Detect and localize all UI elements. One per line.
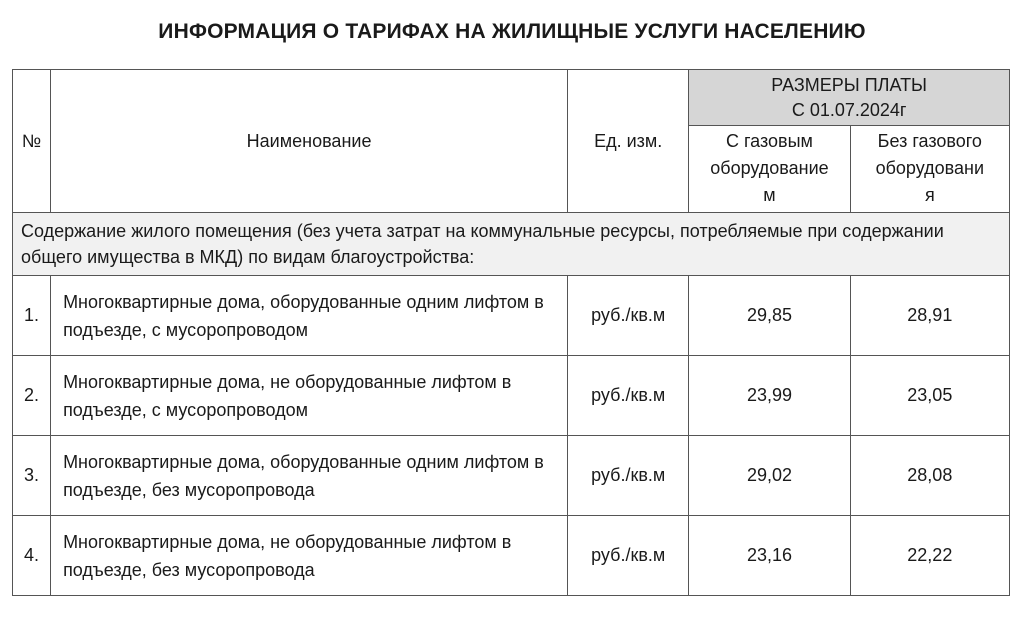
row-num: 4. — [13, 516, 51, 596]
row-without-gas: 28,08 — [850, 436, 1009, 516]
table-row — [13, 276, 1010, 356]
row-without-gas: 22,22 — [850, 516, 1009, 596]
table-row — [13, 356, 1010, 436]
header-unit: Ед. изм. — [568, 70, 689, 213]
row-with-gas: 29,85 — [689, 276, 850, 356]
header-fee-line2: С 01.07.2024г — [791, 99, 907, 120]
row-with-gas: 29,02 — [689, 436, 850, 516]
header-with-gas-text: С газовым оборудование — [710, 131, 829, 178]
row-unit: руб./кв.м — [568, 436, 689, 516]
row-without-gas: 28,91 — [850, 276, 1009, 356]
row-unit: руб./кв.м — [568, 516, 689, 596]
header-without-gas-text: Без газового оборудовани — [875, 131, 985, 178]
header-name: Наименование — [51, 70, 568, 213]
table-row — [13, 436, 1010, 516]
row-name: Многоквартирные дома, оборудованные одним лифтом в подъезде, с мусоропроводом — [51, 276, 568, 356]
header-with-gas — [689, 126, 850, 213]
header-with-gas-tail: м — [763, 185, 776, 205]
header-fee-line1: РАЗМЕРЫ ПЛАТЫ — [771, 74, 927, 95]
header-without-gas — [850, 126, 1009, 213]
tariffs-table — [12, 69, 1010, 596]
table-row — [13, 516, 1010, 596]
header-fee-sizes — [689, 70, 1010, 126]
header-without-gas-tail: я — [924, 185, 935, 205]
row-with-gas: 23,16 — [689, 516, 850, 596]
row-name: Многоквартирные дома, не оборудованные лифтом в подъезде, без мусоропровода — [51, 516, 568, 596]
row-name: Многоквартирные дома, оборудованные одним лифтом в подъезде, без мусоропровода — [51, 436, 568, 516]
row-num: 1. — [13, 276, 51, 356]
row-num: 3. — [13, 436, 51, 516]
section-title: Содержание жилого помещения (без учета затрат на коммунальные ресурсы, потребляемые при содержании общего имущества в МКД) по видам благоустройства: — [13, 213, 1010, 276]
row-name: Многоквартирные дома, не оборудованные лифтом в подъезде, с мусоропроводом — [51, 356, 568, 436]
row-unit: руб./кв.м — [568, 356, 689, 436]
row-unit: руб./кв.м — [568, 276, 689, 356]
header-num: № — [13, 70, 51, 213]
page-title: ИНФОРМАЦИЯ О ТАРИФАХ НА ЖИЛИЩНЫЕ УСЛУГИ НАСЕЛЕНИЮ — [158, 20, 866, 43]
row-num: 2. — [13, 356, 51, 436]
row-without-gas: 23,05 — [850, 356, 1009, 436]
row-with-gas: 23,99 — [689, 356, 850, 436]
